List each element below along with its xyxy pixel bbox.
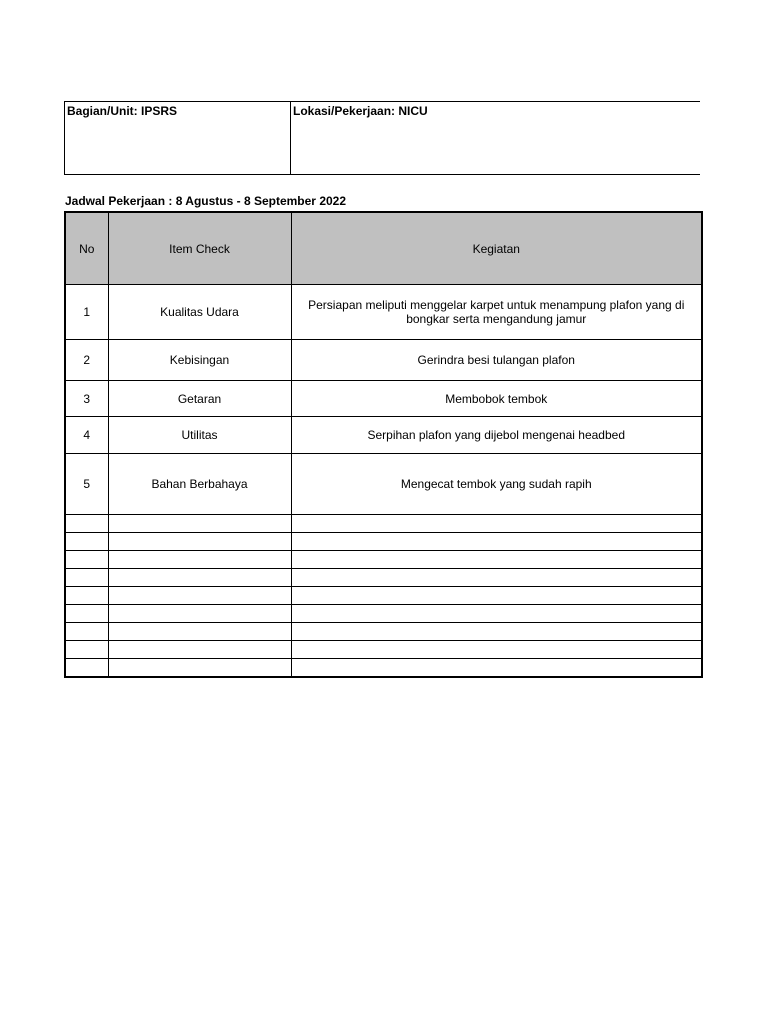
empty-row (65, 641, 702, 659)
row-no: 3 (65, 381, 108, 417)
table-row (65, 381, 702, 417)
empty-cell (108, 533, 291, 551)
row-item: Bahan Berbahaya (108, 454, 291, 515)
empty-cell (291, 659, 702, 678)
empty-row (65, 623, 702, 641)
empty-cell (291, 641, 702, 659)
table-row (65, 454, 702, 515)
table-header-row (65, 212, 702, 285)
empty-cell (291, 533, 702, 551)
empty-cell (291, 515, 702, 533)
empty-cell (291, 587, 702, 605)
empty-cell (65, 551, 108, 569)
empty-cell (291, 623, 702, 641)
row-kegiatan: Serpihan plafon yang dijebol mengenai headbed (291, 417, 702, 454)
empty-row (65, 659, 702, 678)
empty-cell (108, 551, 291, 569)
empty-cell (65, 587, 108, 605)
empty-cell (65, 533, 108, 551)
column-header-no: No (65, 212, 108, 285)
empty-cell (65, 623, 108, 641)
empty-cell (65, 605, 108, 623)
schedule-label: Jadwal Pekerjaan : 8 Agustus - 8 September 2022 (65, 194, 347, 208)
empty-row (65, 515, 702, 533)
location-label: Lokasi/Pekerjaan: NICU (293, 104, 428, 118)
row-no: 1 (65, 285, 108, 340)
empty-cell (108, 569, 291, 587)
table-row (65, 417, 702, 454)
empty-cell (65, 641, 108, 659)
empty-row (65, 551, 702, 569)
empty-row (65, 587, 702, 605)
table-row (65, 285, 702, 340)
row-item: Getaran (108, 381, 291, 417)
row-kegiatan: Gerindra besi tulangan plafon (291, 340, 702, 381)
row-no: 5 (65, 454, 108, 515)
row-item: Kebisingan (108, 340, 291, 381)
empty-cell (291, 569, 702, 587)
empty-cell (108, 515, 291, 533)
table-row (65, 340, 702, 381)
empty-cell (108, 641, 291, 659)
row-item: Utilitas (108, 417, 291, 454)
empty-cell (108, 659, 291, 678)
empty-cell (291, 551, 702, 569)
empty-cell (291, 605, 702, 623)
column-header-item-check: Item Check (108, 212, 291, 285)
row-no: 4 (65, 417, 108, 454)
empty-row (65, 605, 702, 623)
empty-cell (65, 515, 108, 533)
header-divider (290, 102, 291, 174)
empty-cell (108, 623, 291, 641)
empty-cell (108, 605, 291, 623)
row-kegiatan: Membobok tembok (291, 381, 702, 417)
row-item: Kualitas Udara (108, 285, 291, 340)
empty-cell (108, 587, 291, 605)
row-no: 2 (65, 340, 108, 381)
row-kegiatan: Persiapan meliputi menggelar karpet untuk menampung plafon yang di bongkar serta mengandung jamur (291, 285, 702, 340)
empty-cell (65, 569, 108, 587)
empty-row (65, 533, 702, 551)
row-kegiatan: Mengecat tembok yang sudah rapih (291, 454, 702, 515)
unit-label: Bagian/Unit: IPSRS (67, 104, 178, 118)
empty-cell (65, 659, 108, 678)
empty-row (65, 569, 702, 587)
header-box (64, 101, 700, 175)
checklist-table (64, 211, 703, 678)
column-header-kegiatan: Kegiatan (291, 212, 702, 285)
